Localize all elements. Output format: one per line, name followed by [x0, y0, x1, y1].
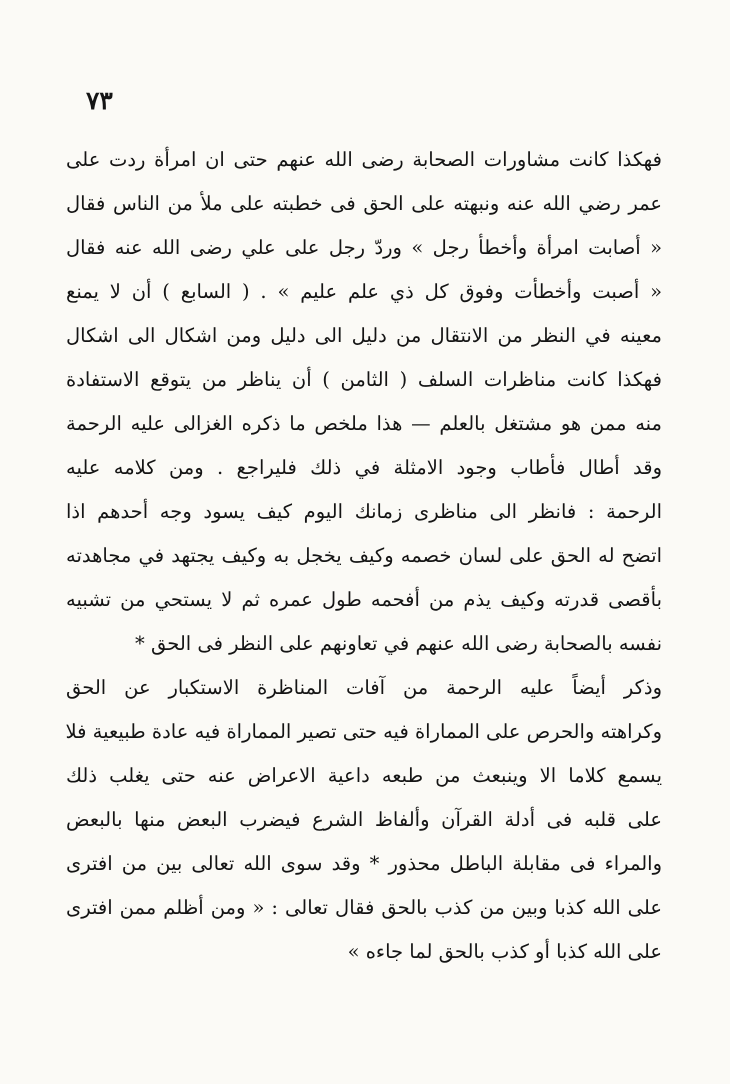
page-number: ٧٣ [86, 86, 113, 115]
text-line: « أصبت وأخطأت وفوق كل ذي علم عليم » . ( السابع ) أن لا يمنع [66, 280, 662, 303]
text-line: بأقصى قدرته وكيف يذم من أفحمه طول عمره ثم لا يستحي من تشبيه [66, 588, 662, 611]
text-line: نفسه بالصحابة رضى الله عنهم في تعاونهم على النظر فى الحق * [135, 632, 662, 655]
text-line: عمر رضي الله عنه ونبهته على الحق فى خطبته على ملأ من الناس فقال [66, 192, 662, 215]
text-line: والمراء فى مقابلة الباطل محذور * وقد سوى الله تعالى بين من افترى [66, 852, 662, 875]
text-line: فهكذا كانت مناظرات السلف ( الثامن ) أن يناظر من يتوقع الاستفادة [66, 368, 662, 391]
text-line: يسمع كلاما الا وينبعث من طبعه داعية الاعراض عنه حتى يغلب ذلك [66, 764, 662, 787]
text-line: اتضح له الحق على لسان خصمه وكيف يخجل به وكيف يجتهد في مجاهدته [66, 544, 662, 567]
text-line: وقد أطال فأطاب وجود الامثلة في ذلك فليراجع . ومن كلامه عليه [66, 456, 662, 479]
text-line: « أصابت امرأة وأخطأ رجل » وردّ رجل على علي رضى الله عنه فقال [66, 236, 662, 259]
text-line: منه ممن هو مشتغل بالعلم — هذا ملخص ما ذكره الغزالى عليه الرحمة [66, 412, 662, 435]
text-line: على قلبه فى أدلة القرآن وألفاظ الشرع فيضرب البعض منها بالبعض [66, 808, 662, 831]
text-line: فهكذا كانت مشاورات الصحابة رضى الله عنهم حتى ان امرأة ردت على [66, 148, 662, 171]
text-line: على الله كذبا أو كذب بالحق لما جاءه » [347, 940, 662, 963]
text-body [66, 138, 662, 974]
text-line: على الله كذبا وبين من كذب بالحق فقال تعالى : « ومن أظلم ممن افترى [66, 896, 662, 919]
text-line: الرحمة : فانظر الى مناظرى زمانك اليوم كيف يسود وجه أحدهم اذا [66, 500, 662, 523]
text-line: معينه في النظر من الانتقال من دليل الى دليل ومن اشكال الى اشكال [66, 324, 662, 347]
text-line: وذكر أيضاً عليه الرحمة من آفات المناظرة الاستكبار عن الحق [66, 676, 662, 699]
text-line: وكراهته والحرص على المماراة فيه حتى تصير المماراة فيه عادة طبيعية فلا [66, 720, 662, 743]
